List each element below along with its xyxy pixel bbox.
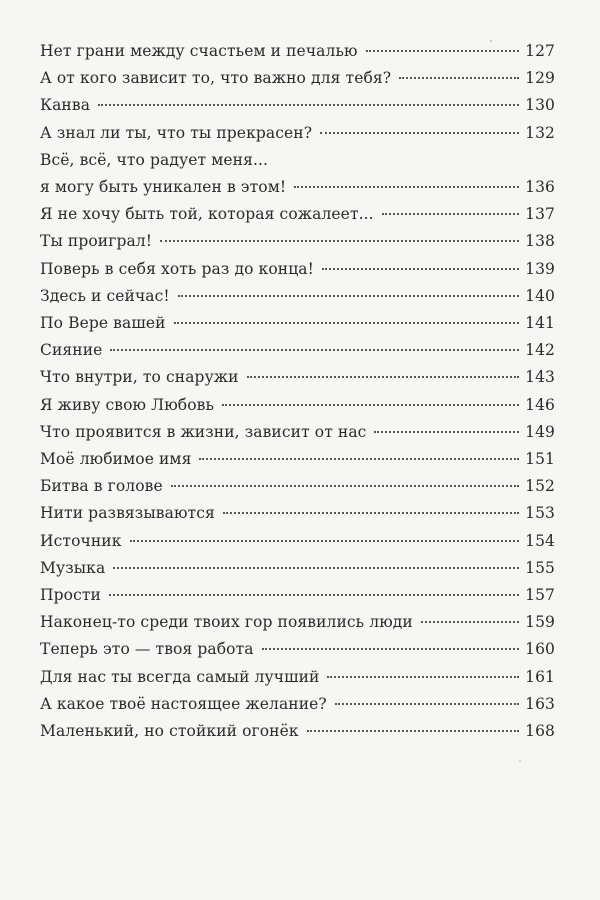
toc-entry[interactable]: [40, 120, 555, 147]
leader-dots: [322, 268, 519, 270]
toc-entry-title: А от кого зависит то, что важно для тебя?: [40, 69, 392, 88]
toc-entry[interactable]: [40, 92, 555, 119]
toc-entry-title: Что проявится в жизни, зависит от нас: [40, 422, 367, 441]
leader-dots: [130, 540, 520, 542]
toc-entry[interactable]: [40, 500, 555, 527]
leader-dots: [399, 77, 519, 79]
toc-entry-page: 127: [525, 42, 555, 60]
toc-entry-page: 159: [525, 613, 555, 632]
toc-entry[interactable]: [40, 256, 555, 283]
toc-entry-title: Сияние: [40, 341, 103, 360]
toc-entry[interactable]: [40, 310, 555, 337]
toc-entry[interactable]: [40, 392, 555, 419]
leader-dots: [262, 648, 519, 650]
toc-entry[interactable]: [40, 228, 555, 255]
toc-entry[interactable]: [40, 473, 555, 500]
toc-entry-title: Канва: [40, 96, 91, 115]
leader-dots: [171, 485, 519, 487]
toc-entry-page: 152: [525, 477, 555, 496]
toc-entry-page: 130: [525, 96, 555, 115]
toc-entry-page: 132: [525, 123, 555, 142]
leader-dots: [247, 376, 520, 378]
toc-entry[interactable]: [40, 528, 555, 555]
toc-entry-title: А знал ли ты, что ты прекрасен?: [40, 123, 313, 142]
toc-entry-page: 129: [525, 69, 555, 88]
toc-entry-title: Музыка: [40, 558, 106, 577]
leader-dots: [327, 676, 519, 678]
toc-entry[interactable]: [40, 283, 555, 310]
toc-entry-title: Для нас ты всегда самый лучший: [40, 667, 320, 686]
toc-entry-title: Источник: [40, 531, 122, 550]
leader-dots: [109, 594, 519, 596]
toc-entry-title: Я живу свою Любовь: [40, 395, 215, 414]
toc-entry-title: Моё любимое имя: [40, 450, 192, 469]
toc-entry[interactable]: [40, 337, 555, 364]
toc-entry[interactable]: [40, 201, 555, 228]
toc-entry-title-line1: Всё, всё, что радует меня...: [40, 150, 269, 169]
toc-entry-title: Ты проиграл!: [40, 232, 153, 251]
toc-entry[interactable]: [40, 364, 555, 391]
leader-dots: [178, 295, 519, 297]
toc-entry-title: Наконец-то среди твоих гор появились люди: [40, 613, 413, 632]
leader-dots: [223, 512, 519, 514]
toc-entry-title: Маленький, но стойкий огонёк: [40, 722, 299, 741]
toc-entry-page: 168: [525, 722, 555, 741]
leader-dots: [160, 240, 519, 242]
toc-entry[interactable]: [40, 419, 555, 446]
toc-entry-title: Здесь и сейчас!: [40, 286, 170, 305]
toc-entry-title: Битва в голове: [40, 477, 163, 496]
toc-entry-title: Теперь это — твоя работа: [40, 640, 254, 659]
toc-entry-page: 143: [525, 368, 555, 387]
toc-entry-title: Нити развязываются: [40, 504, 215, 523]
table-of-contents: [40, 38, 555, 745]
leader-dots: [320, 132, 519, 134]
toc-entry-title: Что внутри, то снаружи: [40, 368, 239, 387]
toc-entry-page: 161: [525, 667, 555, 686]
toc-entry-page: 136: [525, 178, 555, 197]
leader-dots: [110, 349, 519, 351]
toc-entry-title: А какое твоё настоящее желание?: [40, 694, 327, 713]
leader-dots: [335, 703, 519, 705]
leader-dots: [113, 567, 519, 569]
leader-dots: [382, 213, 519, 215]
toc-entry[interactable]: [40, 38, 555, 65]
toc-entry-page: 137: [525, 205, 555, 224]
toc-entry-page: 153: [525, 504, 555, 523]
toc-entry-page: 141: [525, 314, 555, 333]
toc-entry[interactable]: [40, 636, 555, 663]
leader-dots: [174, 322, 520, 324]
toc-entry[interactable]: [40, 691, 555, 718]
toc-entry-page: 139: [525, 259, 555, 278]
toc-entry-title: Поверь в себя хоть раз до конца!: [40, 259, 314, 278]
toc-entry[interactable]: [40, 718, 555, 745]
toc-entry-title: Я не хочу быть той, которая сожалеет...: [40, 205, 374, 224]
toc-entry-title: Нет грани между счастьем и печалью: [40, 42, 358, 60]
toc-entry-page: 154: [525, 531, 555, 550]
toc-entry-page: 157: [525, 586, 555, 605]
toc-entry[interactable]: [40, 664, 555, 691]
toc-entry-page: 160: [525, 640, 555, 659]
toc-entry-page: 146: [525, 395, 555, 414]
leader-dots: [98, 104, 519, 106]
toc-entry[interactable]: [40, 582, 555, 609]
leader-dots: [199, 458, 519, 460]
leader-dots: [222, 404, 519, 406]
leader-dots: [421, 621, 519, 623]
leader-dots: [366, 50, 520, 52]
leader-dots: [307, 730, 519, 732]
toc-entry-title: По Вере вашей: [40, 314, 166, 333]
leader-dots: [374, 431, 519, 433]
toc-entry-page: 155: [525, 558, 555, 577]
toc-entry[interactable]: [40, 147, 555, 201]
toc-entry-title: я могу быть уникален в этом!: [40, 178, 287, 197]
toc-entry-page: 140: [525, 286, 555, 305]
toc-entry-page: 142: [525, 341, 555, 360]
toc-entry-page: 163: [525, 694, 555, 713]
toc-entry-page: 151: [525, 450, 555, 469]
toc-entry-page: 138: [525, 232, 555, 251]
toc-entry[interactable]: [40, 555, 555, 582]
toc-entry-title: Прости: [40, 586, 101, 605]
toc-entry[interactable]: [40, 446, 555, 473]
leader-dots: [294, 186, 519, 188]
print-speck: [519, 760, 521, 762]
toc-entry[interactable]: [40, 609, 555, 636]
toc-entry-page: 149: [525, 422, 555, 441]
toc-entry[interactable]: [40, 65, 555, 92]
